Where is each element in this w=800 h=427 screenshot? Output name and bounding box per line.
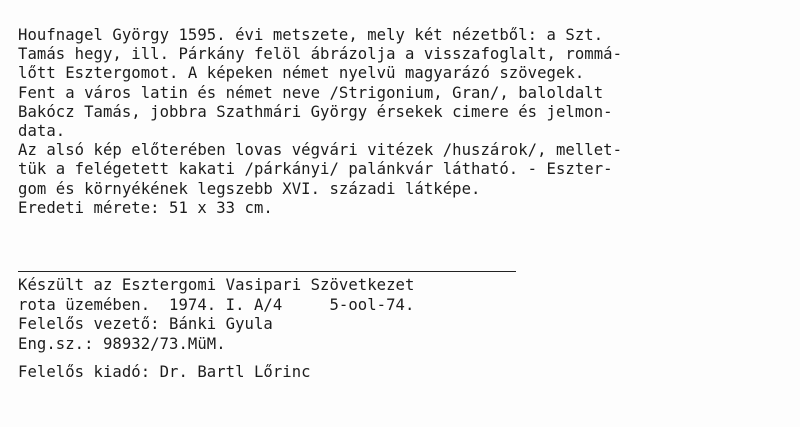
publisher-block [18, 363, 618, 382]
printing-imprint [18, 276, 618, 354]
description-line: Tamás hegy, ill. Párkány felöl ábrázolja a visszafoglalt, rommá- [18, 45, 623, 64]
description-line: gom és környékének legszebb XVI. századi látképe. [18, 179, 481, 198]
divider-rule [18, 271, 516, 272]
permit-number-line: Eng.sz.: 98932/73.MüM. [18, 334, 226, 353]
responsible-publisher-line: Felelős kiadó: Dr. Bartl Lőrinc [18, 363, 311, 381]
description-line: tük a felégetett kakati /párkányi/ palánkvár látható. - Eszter- [18, 160, 613, 179]
description-line: Fent a város latin és német neve /Strigonium, Gran/, baloldalt [18, 83, 604, 102]
description-line: Houfnagel György 1595. évi metszete, mely két nézetből: a Szt. [18, 26, 604, 44]
engraving-description [18, 26, 788, 218]
description-line: Bakócz Tamás, jobbra Szathmári György érsekek cimere és jelmon- [18, 102, 613, 121]
description-line: data. [18, 121, 66, 140]
responsible-manager-line: Felelős vezető: Bánki Gyula [18, 315, 273, 334]
imprint-line: Készült az Esztergomi Vasipari Szövetkezet [18, 276, 415, 294]
imprint-line: rota üzemében. 1974. I. A/4 5-ool-74. [18, 295, 415, 314]
original-size-line: Eredeti mérete: 51 x 33 cm. [18, 198, 273, 217]
description-line: lőtt Esztergomot. A képeken német nyelvü magyarázó szövegek. [18, 64, 585, 83]
description-line: Az alsó kép előterében lovas végvári vitézek /huszárok/, mellet- [18, 141, 623, 160]
